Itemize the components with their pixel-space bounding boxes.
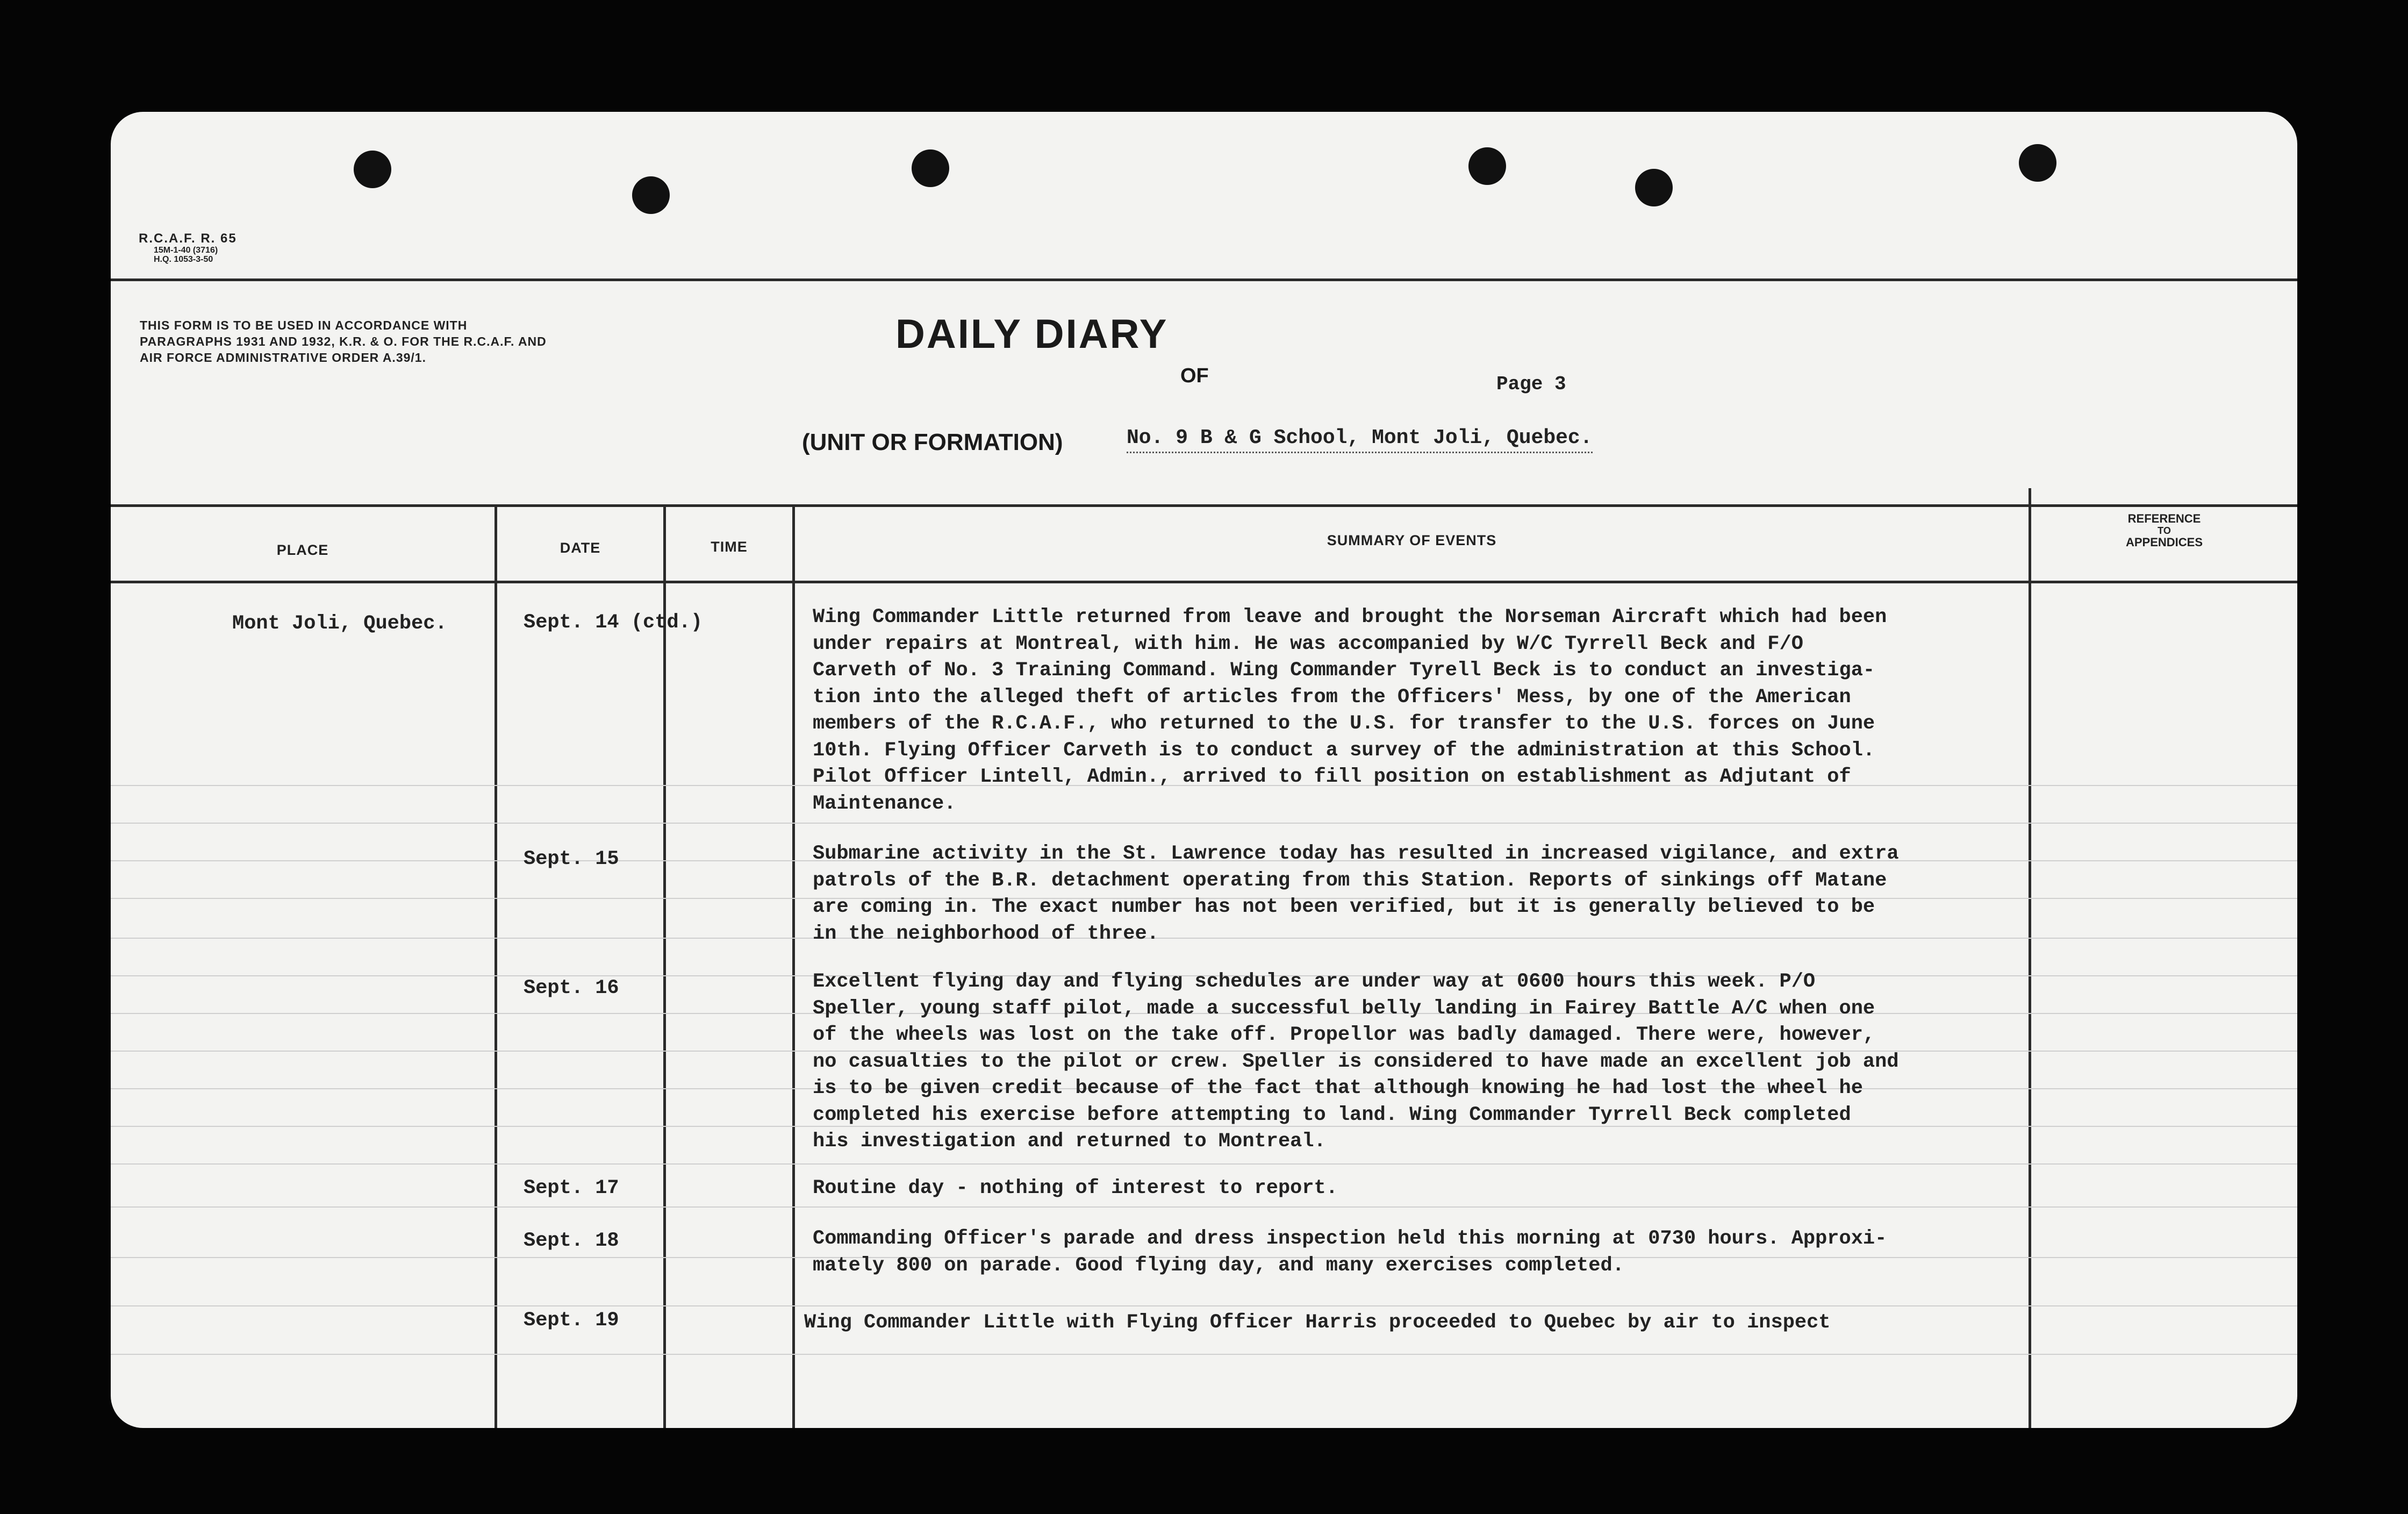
summary-line: under repairs at Montreal, with him. He was accompanied by W/C Tyrrell Beck and F/O xyxy=(813,632,1803,655)
summary-line: Speller, young staff pilot, made a successful belly landing in Fairey Battle A/C when one xyxy=(813,997,1875,1020)
unit-value: No. 9 B & G School, Mont Joli, Quebec. xyxy=(1127,426,1593,453)
summary-line: Submarine activity in the St. Lawrence today has resulted in increased vigilance, and extra xyxy=(813,842,1899,865)
binder-hole xyxy=(632,176,670,214)
entry-summary xyxy=(813,1226,1887,1279)
entry-summary xyxy=(813,969,1899,1155)
summary-line: Wing Commander Little returned from leave and brought the Norseman Aircraft which had been xyxy=(813,606,1887,629)
reference-header-line: APPENDICES xyxy=(2125,535,2203,549)
summary-line: Carveth of No. 3 Training Command. Wing Commander Tyrell Beck is to conduct an investiga- xyxy=(813,659,1875,682)
ruled-line xyxy=(111,823,2297,824)
ruled-line xyxy=(111,1163,2297,1165)
summary-line: Excellent flying day and flying schedules are under way at 0600 hours this week. P/O xyxy=(813,970,1816,993)
page-number: Page 3 xyxy=(1496,373,1566,395)
column-header-reference xyxy=(2031,513,2297,548)
binder-hole xyxy=(2019,144,2056,182)
summary-line: 10th. Flying Officer Carveth is to conduct a survey of the administration at this School. xyxy=(813,739,1875,762)
binder-hole xyxy=(1468,147,1506,185)
reference-header-line: TO xyxy=(2158,525,2171,536)
binder-hole xyxy=(912,149,949,187)
place-cell: Mont Joli, Quebec. xyxy=(232,612,447,635)
entry-date: Sept. 15 xyxy=(524,848,619,870)
summary-line: mately 800 on parade. Good flying day, and many exercises completed. xyxy=(813,1254,1624,1277)
column-divider xyxy=(2029,488,2031,1428)
ruled-line xyxy=(111,1354,2297,1355)
title-of: OF xyxy=(1180,365,1209,387)
entry-date: Sept. 19 xyxy=(524,1309,619,1332)
entry-summary xyxy=(813,604,1887,817)
summary-line: Commanding Officer's parade and dress inspection held this morning at 0730 hours. Approxi- xyxy=(813,1227,1887,1250)
column-header-summary: SUMMARY OF EVENTS xyxy=(1327,532,1497,548)
summary-line: Maintenance. xyxy=(813,792,956,815)
unit-label: (UNIT OR FORMATION) xyxy=(802,429,1063,455)
column-header-time: TIME xyxy=(711,539,748,555)
summary-line: patrols of the B.R. detachment operating from this Station. Reports of sinkings off Matane xyxy=(813,869,1887,892)
table-header-rule xyxy=(111,581,2297,583)
summary-line: Routine day - nothing of interest to report. xyxy=(813,1177,1338,1199)
summary-line: is to be given credit because of the fact that although knowing he had lost the wheel he xyxy=(813,1077,1863,1099)
column-divider xyxy=(494,504,497,1428)
page-title: DAILY DIARY xyxy=(895,311,1169,357)
entry-summary xyxy=(813,841,1899,947)
column-divider xyxy=(792,504,795,1428)
summary-line: Pilot Officer Lintell, Admin., arrived to fill position on establishment as Adjutant of xyxy=(813,766,1851,788)
summary-line: Wing Commander Little with Flying Officer Harris proceeded to Quebec by air to inspect xyxy=(804,1311,1831,1334)
summary-line: no casualties to the pilot or crew. Speller is considered to have made an excellent job and xyxy=(813,1050,1899,1073)
summary-line: are coming in. The exact number has not been verified, but it is generally believed to be xyxy=(813,896,1875,918)
reference-header-line: REFERENCE xyxy=(2127,512,2201,525)
column-header-place: PLACE xyxy=(276,542,329,558)
binder-hole xyxy=(354,151,391,188)
entry-date: Sept. 17 xyxy=(524,1177,619,1199)
table-top-rule xyxy=(111,504,2297,507)
summary-line: tion into the alleged theft of articles from the Officers' Mess, by one of the American xyxy=(813,685,1851,709)
column-divider xyxy=(663,504,666,1428)
entry-summary xyxy=(804,1310,1831,1337)
ruled-line xyxy=(111,1305,2297,1306)
entry-summary xyxy=(813,1175,1338,1202)
form-code-line: 15M-1-40 (3716) xyxy=(154,246,218,255)
summary-line: members of the R.C.A.F., who returned to the U.S. for transfer to the U.S. forces on June xyxy=(813,712,1875,735)
summary-line: in the neighborhood of three. xyxy=(813,922,1159,945)
binder-hole xyxy=(1635,169,1673,206)
form-notice: THIS FORM IS TO BE USED IN ACCORDANCE WITH PARAGRAPHS 1931 AND 1932, K.R. & O. FOR THE R.C.A.F. AND AIR FORCE ADMINISTRATIVE ORDER A.39/1. xyxy=(140,318,547,365)
summary-line: completed his exercise before attempting to land. Wing Commander Tyrrell Beck completed xyxy=(813,1103,1851,1126)
form-code-line: R.C.A.F. R. 65 xyxy=(139,231,237,246)
diary-form-card xyxy=(111,112,2297,1428)
form-code-line: H.Q. 1053-3-50 xyxy=(154,255,213,264)
summary-line: his investigation and returned to Montreal. xyxy=(813,1130,1326,1153)
form-code xyxy=(139,232,237,264)
header-rule xyxy=(111,278,2297,281)
ruled-line xyxy=(111,1206,2297,1208)
column-header-date: DATE xyxy=(560,540,601,556)
entry-date: Sept. 14 (ctd.) xyxy=(524,611,703,634)
entry-date: Sept. 16 xyxy=(524,977,619,999)
entry-date: Sept. 18 xyxy=(524,1230,619,1252)
summary-line: of the wheels was lost on the take off. Propellor was badly damaged. There were, however, xyxy=(813,1024,1875,1046)
